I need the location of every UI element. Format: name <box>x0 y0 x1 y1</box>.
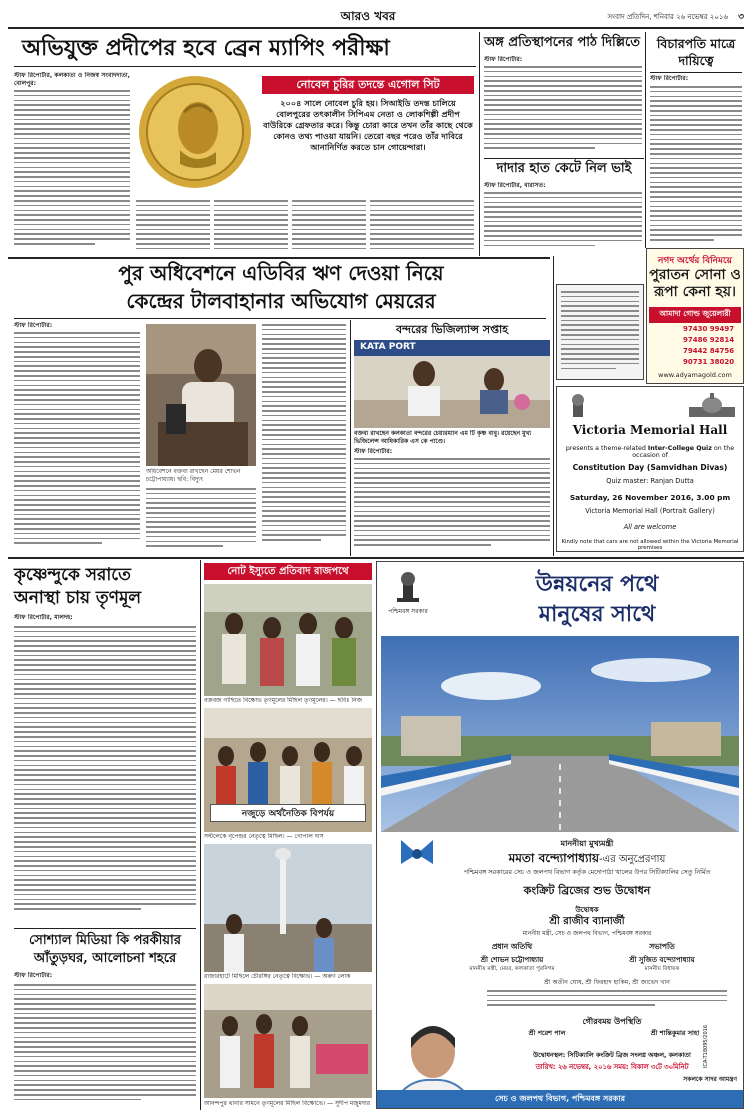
pur-headline-rule <box>14 318 546 319</box>
gov-ad-ica: ICA-T18095/2016 <box>703 1025 709 1068</box>
gold-ad-phone-3: 79442 84756 <box>683 347 735 355</box>
gov-ad-slogan-2: মানুষের সাথে <box>538 601 656 627</box>
pur-body-col-1 <box>14 332 140 552</box>
social-body <box>14 984 196 1106</box>
social-headline-2: আঁতুড়ঘর, আলোচনা শহরে <box>33 951 177 966</box>
gov-ad-honour-label: গৌরবময় উপস্থিতি <box>582 1017 642 1026</box>
divider-pur-bandar <box>350 320 351 556</box>
gov-ad-inaug-name: শ্রী রাজীব ব্যানার্জী <box>549 916 625 927</box>
social-headline-1: সোশ্যাল মিডিয়া কি পরকীয়ার <box>29 933 181 948</box>
angaprati-byline: স্টাফ রিপোর্টার: <box>484 56 523 63</box>
krishna-top-rule <box>8 557 744 559</box>
social-byline: স্টাফ রিপোর্টার: <box>14 972 53 979</box>
gov-ad-extra-names: শ্রী অতীন ঘোষ, শ্রী ফিরহাদ হাকিম, শ্রী জাভেদ খান <box>544 979 670 986</box>
gov-ad-chief-name: শ্রী শোভন চট্টোপাধ্যায় <box>480 956 544 964</box>
bandar-byline: স্টাফ রিপোর্টার: <box>354 448 393 455</box>
gov-ad-honour-2: শ্রী শান্তিকুমার সাহা <box>650 1029 700 1037</box>
gov-ad-project: কংক্রিট ব্রিজের শুভ উদ্বোধন <box>523 884 651 897</box>
bandar-banner: KATA PORT <box>360 342 416 352</box>
lead-body-col-5 <box>370 200 474 252</box>
victoria-venue: Victoria Memorial Hall (Portrait Gallery) <box>585 507 715 515</box>
gov-ad-inaug-label: উদ্বোধক <box>575 906 599 914</box>
victoria-building-icon <box>687 393 737 419</box>
gov-ad-chief-label: প্রধান অতিথি <box>491 942 533 951</box>
wb-govt-logo-icon <box>391 570 425 604</box>
small-ad-left <box>556 284 644 380</box>
pur-body-col-2 <box>146 488 256 552</box>
gold-ad-phone-2: 97486 92814 <box>683 336 735 344</box>
krishna-body <box>14 626 196 924</box>
pur-headline-1: পুর অধিবেশনে এডিবির ঋণ দেওয়া নিয়ে <box>118 261 444 285</box>
lead-deck: ২০০৪ সালে নোবেল চুরি হয়। সিআইডি তদন্ত চালিয়ে বোলপুরের তৎকালীন সিপিএম নেতা ও লোকশিল্পী প্রদীপ বাউরিকে গ্রেফতার করে। কিন্তু চোরা কারে তখন তাঁর কাছে থেকে কোনও তথ্য পাওয়া যায়নি। তেরো বছর পরেও তাঁর দাবিরে আনানির্ণিত করতে চান গোয়েন্দারা। <box>263 98 473 152</box>
divider-lead-right <box>479 32 480 256</box>
gov-ad-intro: পশ্চিমবঙ্গ সরকারের সেচ ও জলপথ বিভাগ কর্তৃক মেদোপাঠা খালের উপর সিটিক্যালির সেতু নির্মিত <box>463 868 711 876</box>
victoria-occasion: Constitution Day (Samvidhan Divas) <box>572 463 728 472</box>
victoria-ad <box>556 386 744 552</box>
gov-ad-extra-roles <box>487 990 727 1012</box>
gold-ad-top: নগদ অর্থের বিনিময়ে <box>658 256 732 266</box>
dadar-headline: দাদার হাত কেটে নিল ভাই <box>496 161 632 176</box>
social-top-rule <box>14 928 196 929</box>
pur-byline: স্টাফ রিপোর্টার: <box>14 322 53 329</box>
bridge-photo <box>381 636 739 832</box>
section-title: আরও খবর <box>340 9 396 23</box>
note-caption-4: আনন্দপুর থানার সামনে তৃণমূলের মিছিল বিক্ষোভে। — সুদীপ মজুমদার <box>204 1100 371 1107</box>
divider-anga-bichar <box>645 32 646 248</box>
pur-top-rule <box>8 257 550 259</box>
gov-ad-chair-name: শ্রী সুজিত বন্দ্যোপাধ্যায় <box>629 956 695 964</box>
lead-headline: অভিযুক্ত প্রদীপের হবে ব্রেন ম্যাপিং পরীক্ষা <box>22 35 390 61</box>
note-caption-1: বজবজ গাছিতে বিক্ষোভ তৃণমূলের মিছিল তৃণমূলের। — ছবিঃ নিজ <box>204 697 363 704</box>
lead-red-label: নোবেল চুরির তদন্তে এগোল সিট <box>262 76 474 94</box>
pur-caption: অধিবেশনে বক্তব্য রাখছেন মেয়র শোভন চট্টোপাধ্যায়। ছবি: বিদ্যুৎ <box>146 468 241 483</box>
angaprati-headline: অঙ্গ প্রতিস্থাপনের পাঠ দিল্লিতে <box>484 35 641 50</box>
dadar-top-rule <box>484 158 644 159</box>
paper-date: সংবাদ প্রতিদিন, শনিবার ২৬ নভেম্বর ২০১৬ <box>607 13 728 21</box>
krishna-byline: স্টাফ রিপোর্টার, মালদহ: <box>14 614 73 621</box>
victoria-title: Victoria Memorial Hall <box>572 423 728 437</box>
note-photo-1 <box>204 584 372 696</box>
note-photo-3 <box>204 844 372 972</box>
victoria-date: Saturday, 26 November 2016, 3.00 pm <box>569 493 731 502</box>
dadar-byline: স্টাফ রিপোর্টার, বারাসত: <box>484 182 546 189</box>
lead-byline: স্টাফ রিপোর্টার, কলকাতা ও নিজস্ব সংবাদদাতা, বোলপুর: <box>14 72 130 88</box>
victoria-footnote: Kindly note that cars are not allowed within the Victoria Memorial premises <box>561 539 739 551</box>
gov-ad-cm-title: মাননীয়া মুখ্যমন্ত্রী <box>560 839 614 848</box>
victoria-quizmaster: Quiz master: Ranjan Dutta <box>606 477 694 485</box>
divider-krishna-note <box>200 560 201 1110</box>
victoria-welcome: All are welcome <box>623 523 677 531</box>
masthead <box>8 6 744 26</box>
note-caption-2: সল্টলেকে নৃপেন্দ্রর নেতৃত্বে মিছিল। — গোপাল দাস <box>204 833 324 840</box>
gov-ad-cm-line: মমতা বন্দ্যোপাধ্যায়-এর অনুপ্রেরণায় <box>508 851 666 865</box>
ribbon-icon <box>397 834 437 874</box>
lead-body-col-1 <box>14 90 130 250</box>
note-label: নোট ইস্যুতে প্রতিবাদ রাজপথে <box>204 563 372 580</box>
bichar-body <box>650 86 742 246</box>
gov-ad-footer: সেচ ও জলপথ বিভাগ, পশ্চিমবঙ্গ সরকার <box>377 1090 743 1108</box>
gov-ad-datetime: তারিখ: ২৬ নভেম্বর, ২০১৬ সময়: বিকাল ৩টে ৩০মিনিট <box>535 1063 689 1071</box>
gold-ad <box>646 248 744 384</box>
dadar-body <box>484 192 642 252</box>
gov-ad-chair-role: মাননীয় বিধায়ক <box>644 966 680 972</box>
note-photo-2 <box>204 708 372 832</box>
nobel-medal-image <box>136 72 254 194</box>
krishna-headline-2: অনাস্থা চায় তৃণমূল <box>14 588 142 608</box>
gov-ad <box>376 561 744 1109</box>
gold-ad-web[interactable]: www.adyamagold.com <box>658 371 732 379</box>
page-number: ৩ <box>738 12 744 22</box>
lead-body-col-2 <box>136 200 210 252</box>
angaprati-body <box>484 66 642 156</box>
gold-ad-phone-1: 97430 99497 <box>683 325 735 333</box>
bichar-byline: স্টাফ রিপোর্টার: <box>650 75 689 82</box>
gov-ad-honour-1: শ্রী পরেশ পাল <box>528 1029 566 1037</box>
gold-ad-brand: আমাদা গোল্ড জুয়েলারী <box>649 307 741 323</box>
lead-body-col-3 <box>214 200 288 252</box>
bichar-rule <box>650 72 742 73</box>
gov-ad-chief-role: মাননীয় মন্ত্রী, মেয়র, কলকাতা পুরনিগম <box>469 966 555 972</box>
small-ad-text <box>561 291 639 375</box>
bandar-photo <box>354 340 550 428</box>
gov-ad-govt-label: পশ্চিমবঙ্গ সরকার <box>388 608 428 615</box>
krishna-headline-1: কৃষ্ণেন্দুকে সরাতে <box>14 565 131 585</box>
gov-ad-slogan-1: উন্নয়নের পথে <box>535 571 659 597</box>
bandar-caption: বক্তব্য রাখছেন কলকাতা বন্দরের চেয়ারম্যান এম টি কৃষ্ণ বাবু। রয়েছেন মুখ্য ভিজিলেন্স আধিকারিক এস কে পাণ্ডে। <box>354 430 532 445</box>
pur-body-col-3 <box>262 324 346 552</box>
bandar-headline: বন্দরের ভিজিল্যান্স সপ্তাহ <box>396 323 508 336</box>
gov-ad-chair-label: সভাপতি <box>649 942 675 951</box>
mayor-photo <box>146 324 256 466</box>
bandar-body <box>354 458 550 552</box>
note-banner: নজুড়ে অর্থনৈতিক বিপর্যয় <box>210 804 366 822</box>
gov-ad-tag: সকলকে সাদর আমন্ত্রণ <box>683 1076 737 1083</box>
note-caption-3: রাজারহাটে মিছিলে চৌরঙ্গির নেতৃত্বে বিক্ষোভ। — অরুণ লোক <box>204 973 351 980</box>
note-photo-4 <box>204 984 372 1098</box>
divider-bandar-right <box>553 256 554 556</box>
gov-ad-inaug-role: মাননীয় মন্ত্রী, সেচ ও জলপথ বিভাগ, পশ্চিমবঙ্গ সরকার <box>522 930 652 937</box>
gold-ad-big: পুরাতন সোনা ও রূপা কেনা হয়। <box>649 267 741 300</box>
emblem-icon <box>567 393 589 419</box>
gov-ad-place: উদ্বোধনস্থল: সিটিক্যালি কংক্রিট ব্রিজ সংলগ্ন অঞ্চল, কলকাতা <box>533 1051 691 1059</box>
lead-headline-rule <box>14 66 476 67</box>
victoria-line-1: presents a theme-related Inter-College Quiz on the occasion of <box>565 445 735 459</box>
masthead-rule <box>8 27 744 29</box>
lead-body-col-4 <box>292 200 366 252</box>
gold-ad-phone-4: 90731 38020 <box>683 358 735 366</box>
pur-headline-2: কেন্দ্রের টালবাহানার অভিযোগ মেয়রের <box>126 289 436 313</box>
bichar-headline: বিচারপতি মাত্রে দায়িত্বে <box>656 36 736 68</box>
